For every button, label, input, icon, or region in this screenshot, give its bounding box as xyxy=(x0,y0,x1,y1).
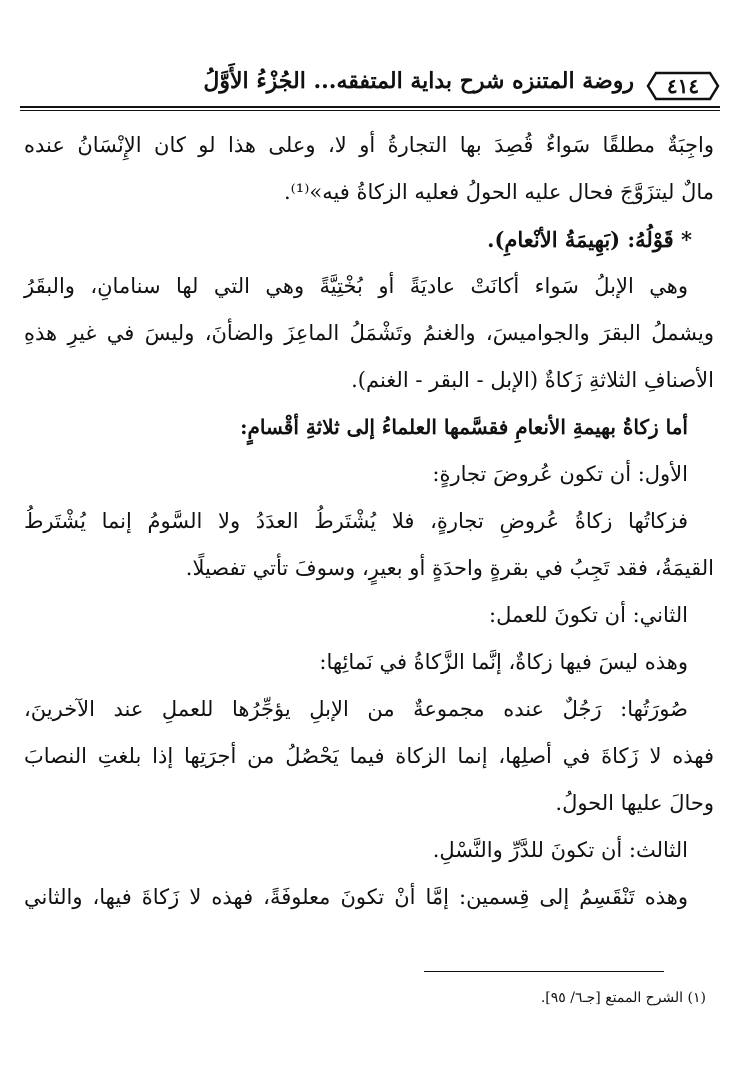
section-quote-heading: * قَوْلُهُ: (بَهِيمَةُ الأنْعامِ). xyxy=(487,227,692,252)
paragraph-line: واجِبَةٌ مطلقًا سَواءٌ قُصِدَ بها التجارةُ أو لا، وعلى هذا لو كان الإِنْسَانُ عنده xyxy=(24,133,714,157)
running-title: روضة المتنزه شرح بداية المتفقه... الجُزْءُ الأَوَّلُ xyxy=(203,68,634,94)
subheading-second: الثاني: أن تكونَ للعمل: xyxy=(489,603,688,627)
subheading-third: الثالث: أن تكونَ للدَّرِّ والنَّسْلِ. xyxy=(432,838,688,862)
paragraph-line: وهذه تَنْقَسِمُ إلى قِسمين: إمَّا أنْ تكونَ معلوفَةً، فهذه لا زَكاةَ فيها، والثاني xyxy=(24,885,688,909)
paragraph-line: ويشملُ البقرَ والجواميسَ، والغنمُ وتَشْمَلُ الماعِزَ والضأنَ، وليسَ في غيرِ هذهِ xyxy=(24,321,714,345)
paragraph-line: القيمَةُ، فقد تَجِبُ في بقرةٍ واحدَةٍ أو بعيرٍ، وسوفَ تأتي تفصيلًا. xyxy=(185,556,714,580)
paragraph-line: صُورَتُها: رَجُلٌ عنده مجموعةٌ من الإبلِ يؤجِّرُها للعملِ عند الآخرينَ، xyxy=(24,697,688,721)
paragraph-line: وحالَ عليها الحولُ. xyxy=(555,791,714,815)
footnote: (١) الشرح الممتع [جـ٦/ ٩٥]. xyxy=(540,990,706,1006)
subheading-first: الأول: أن تكون عُروضَ تجارةٍ: xyxy=(432,462,688,486)
header-rule-thin xyxy=(20,110,720,111)
page-number-badge xyxy=(646,70,720,102)
page-body xyxy=(24,122,714,921)
paragraph-line: الأصنافِ الثلاثةِ زَكاةٌ (الإبل - البقر - الغنم). xyxy=(351,368,714,392)
paragraph-line: فزكاتُها زكاةُ عُروضِ تجارةٍ، فلا يُشْتَرطُ العدَدُ ولا السَّومُ إنما يُشْتَرطُ xyxy=(24,509,688,533)
section-heading: أما زكاةُ بهيمةِ الأنعامِ فقسَّمها العلماءُ إلى ثلاثةِ أقْسامٍ: xyxy=(240,415,688,439)
paragraph-line: مالٌ ليتزَوَّجَ فحال عليه الحولُ فعليه الزكاةُ فيه»⁽¹⁾. xyxy=(283,180,714,204)
header-rule xyxy=(20,106,720,108)
paragraph-line: فهذه لا زَكاةَ في أصلِها، إنما الزكاة فيما يَحْصُلُ من أجرَتِها إذا بلغتِ النصابَ xyxy=(24,744,714,768)
footnote-separator xyxy=(424,971,664,972)
paragraph-line: وهذه ليسَ فيها زكاةٌ، إنَّما الزَّكاةُ في نَمائِها: xyxy=(319,650,688,674)
paragraph-line: وهي الإبلُ سَواء أكانَتْ عاديَةً أو بُخْتِيَّةً وهي التي لها سنامانِ، والبقَرُ xyxy=(24,274,688,298)
page-header xyxy=(20,62,720,112)
page-number: ٤١٤ xyxy=(666,74,700,98)
